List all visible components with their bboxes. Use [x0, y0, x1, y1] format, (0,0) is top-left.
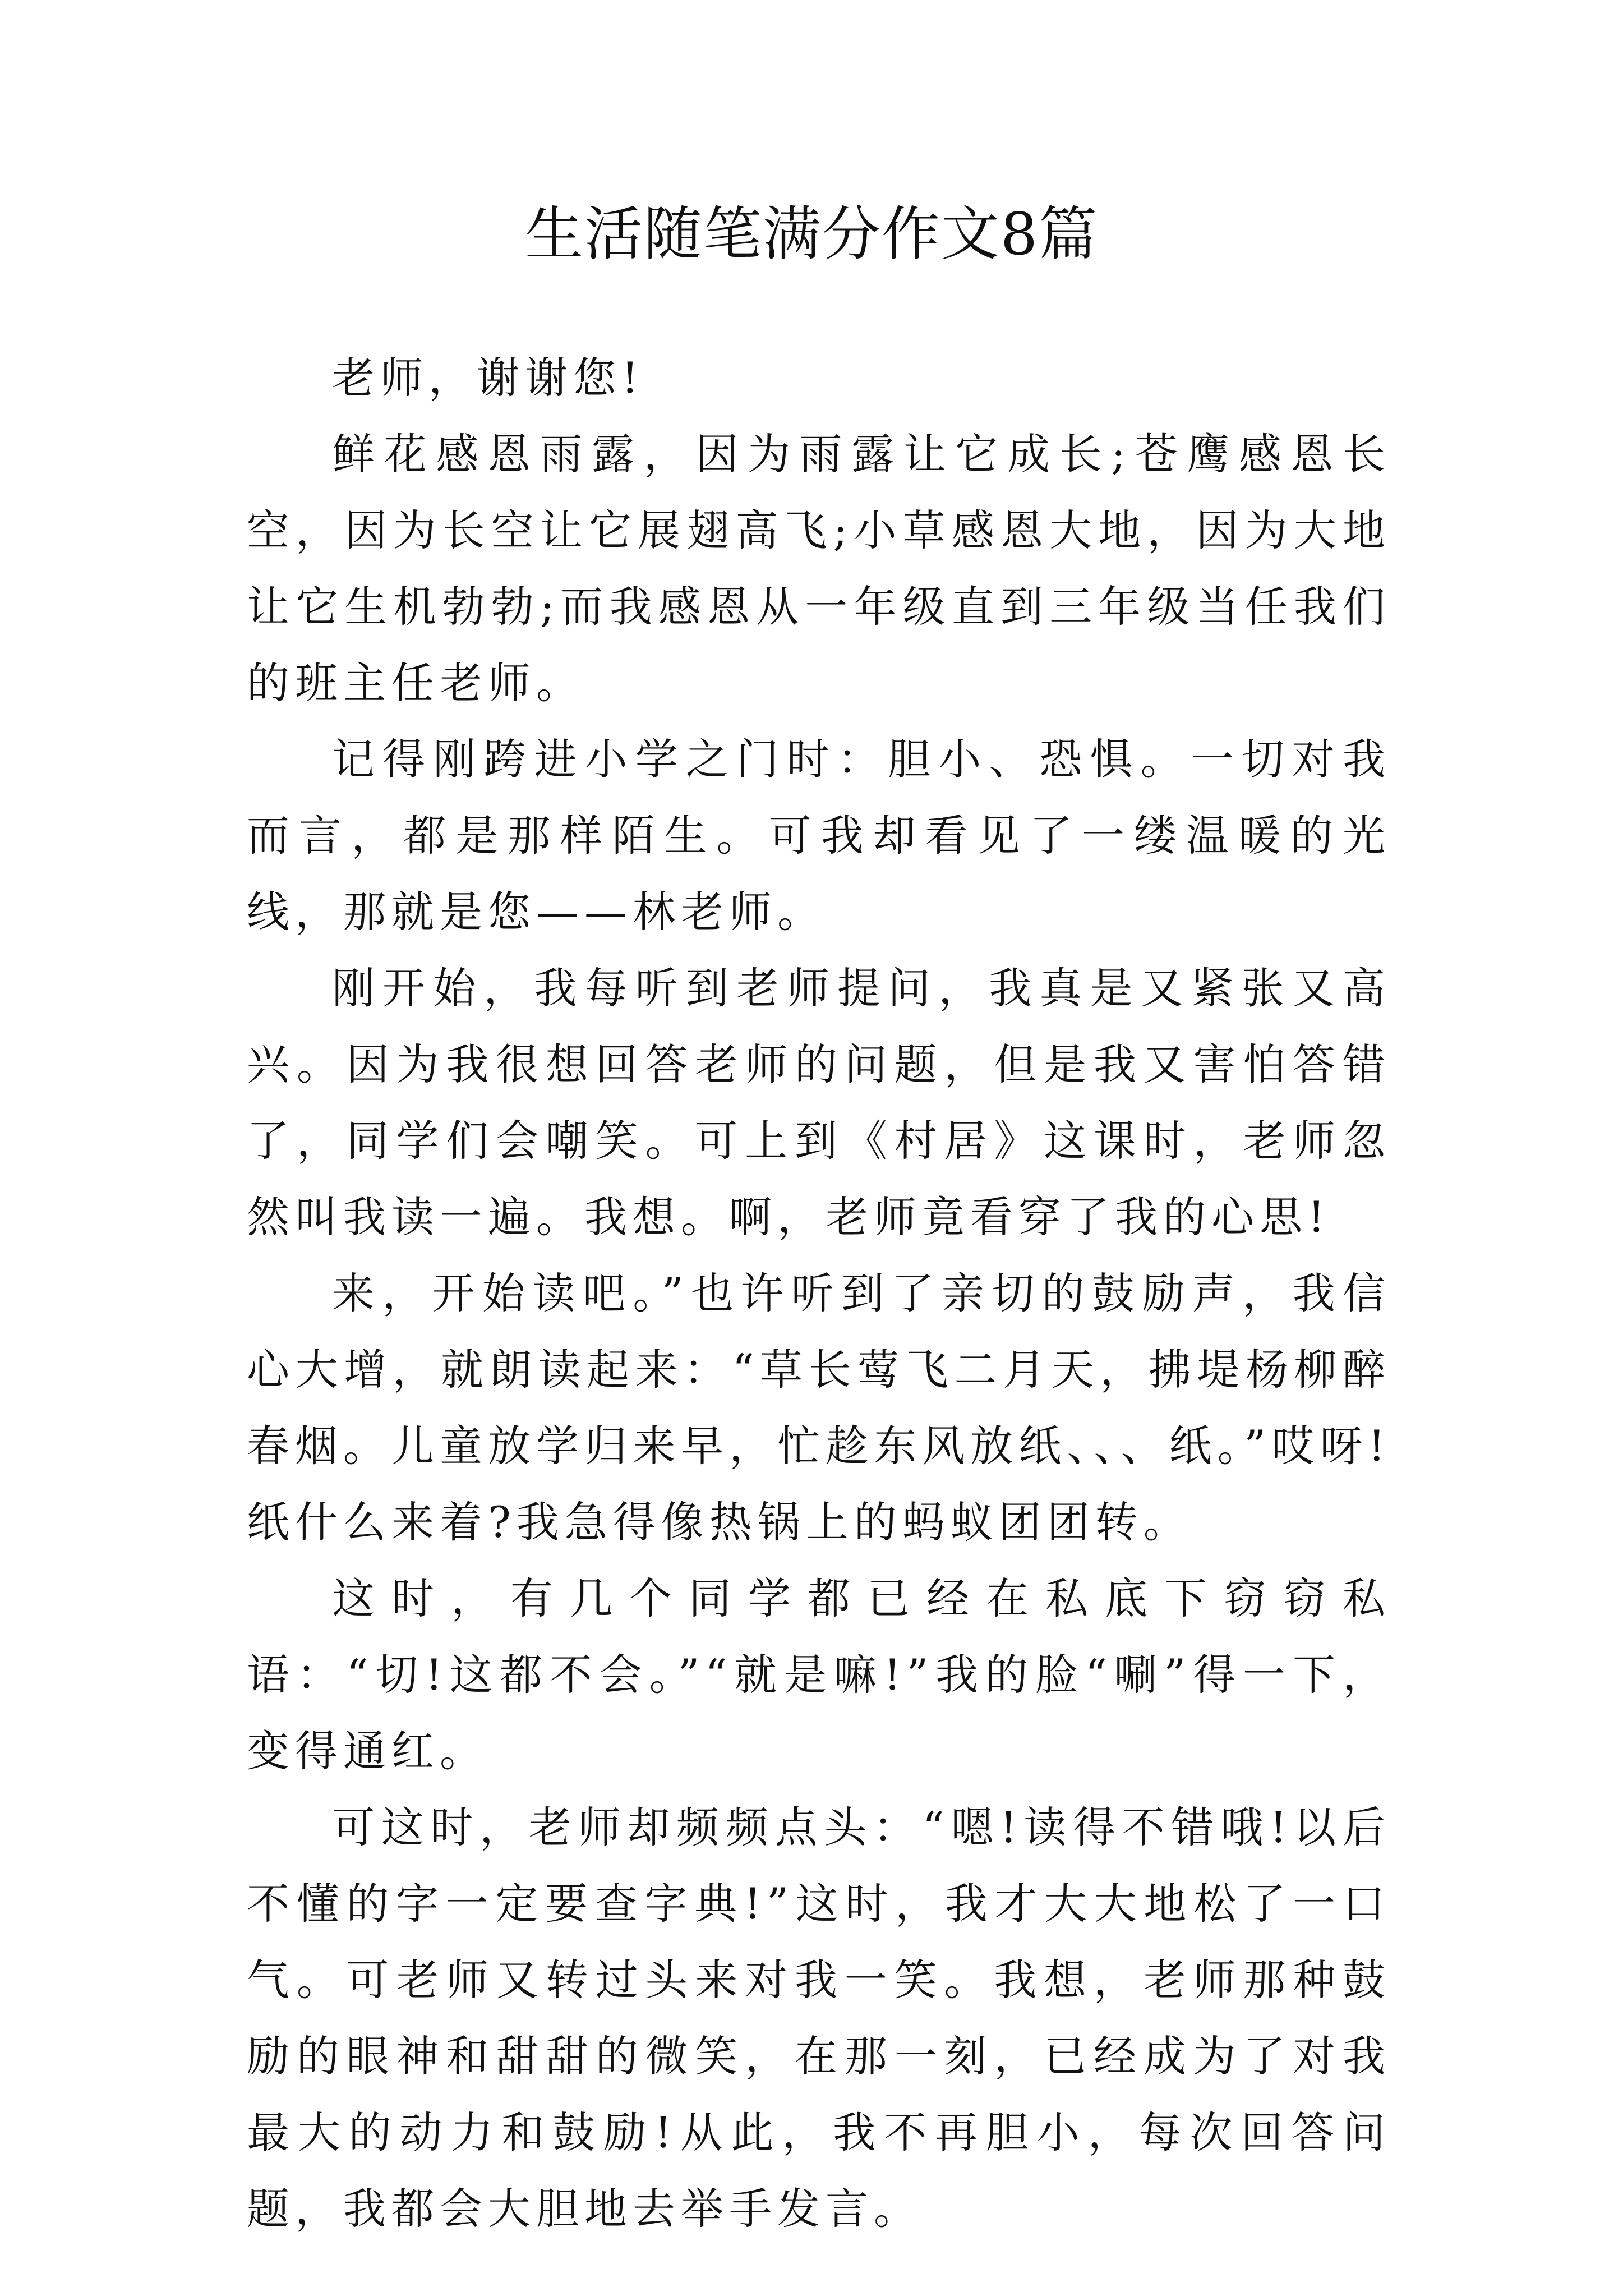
paragraph: 老师，谢谢您! — [332, 353, 644, 403]
paragraph: 这时，有几个同学都已经在私底下窃窃私语：“切!这都不会。”“就是嘛!”我的脸“唰”得一下，变得通红。 — [247, 1573, 1391, 1776]
paragraph: 来，开始读吧。”也许听到了亲切的鼓励声，我信心大增，就朗读起来：“草长莺飞二月天，拂堤杨柳醉春烟。儿童放学归来早，忙趁东风放纸、、、纸。”哎呀!纸什么来着?我急得像热锅上的蚂蚁团团转。 — [247, 1268, 1391, 1547]
paragraph: 刚开始，我每听到老师提问，我真是又紧张又高兴。因为我很想回答老师的问题，但是我又害怕答错了，同学们会嘲笑。可上到《村居》这课时，老师忽然叫我读一遍。我想。啊，老师竟看穿了我的心思! — [247, 963, 1391, 1242]
document-body — [247, 340, 1391, 2247]
paragraph: 记得刚跨进小学之门时：胆小、恐惧。一切对我而言，都是那样陌生。可我却看见了一缕温暖的光线，那就是您——林老师。 — [247, 734, 1391, 937]
document-title: 生活随笔满分作文8篇 — [524, 200, 1099, 268]
paragraph: 鲜花感恩雨露，因为雨露让它成长;苍鹰感恩长空，因为长空让它展翅高飞;小草感恩大地，因为大地让它生机勃勃;而我感恩从一年级直到三年级当任我们的班主任老师。 — [247, 429, 1391, 708]
paragraph: 可这时，老师却频频点头：“嗯!读得不错哦!以后不懂的字一定要查字典!”这时，我才大大地松了一口气。可老师又转过头来对我一笑。我想，老师那种鼓励的眼神和甜甜的微笑，在那一刻，已经成为了对我最大的动力和鼓励!从此，我不再胆小，每次回答问题，我都会大胆地去举手发言。 — [247, 1802, 1391, 2234]
